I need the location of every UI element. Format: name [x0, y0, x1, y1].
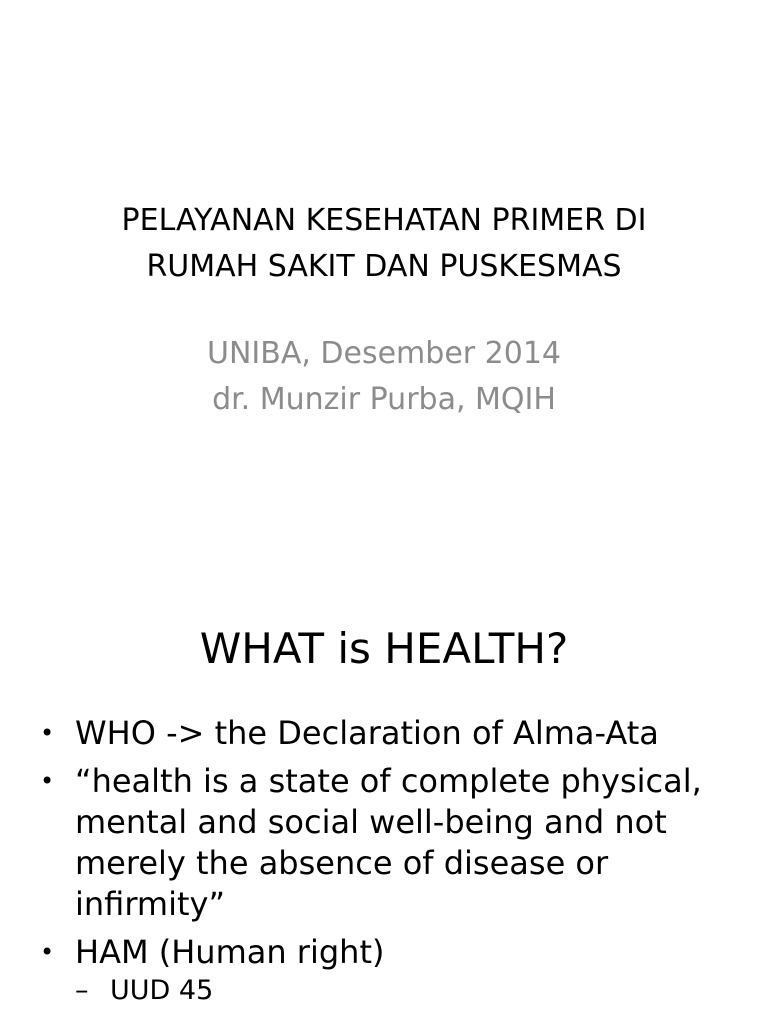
slide-1-subtitle-line-2: dr. Munzir Purba, MQIH: [212, 382, 556, 417]
bullet-text: WHO -> the Declaration of Alma-Ata: [75, 714, 659, 752]
slide-1-subtitle: [30, 331, 738, 423]
slide-2-title: WHAT is HEALTH?: [199, 624, 569, 673]
bullet-icon: •: [40, 767, 55, 795]
sub-bullet-item: [75, 973, 740, 1009]
bullet-item: [40, 713, 740, 754]
dash-icon: –: [75, 975, 89, 1006]
bullet-text: HAM (Human right): [75, 933, 385, 971]
bullet-item: [40, 932, 740, 1009]
bullet-item: [40, 761, 740, 925]
bullet-list: [40, 713, 740, 1016]
slide-1-title: [30, 198, 738, 290]
bullet-text: “health is a state of complete physical, mental and social well-being and not merely the absence of disease or infirmity”: [75, 762, 702, 923]
sub-bullet-list: [75, 973, 740, 1009]
slide-2: [0, 576, 768, 1024]
slide-1-subtitle-line-1: UNIBA, Desember 2014: [206, 336, 561, 371]
slide-1-title-line-2: RUMAH SAKIT DAN PUSKESMAS: [146, 249, 622, 284]
sub-bullet-text: UUD 45: [110, 975, 214, 1006]
bullet-icon: •: [40, 719, 55, 747]
slide-1-title-line-1: PELAYANAN KESEHATAN PRIMER DI: [121, 203, 647, 238]
bullet-icon: •: [40, 938, 55, 966]
